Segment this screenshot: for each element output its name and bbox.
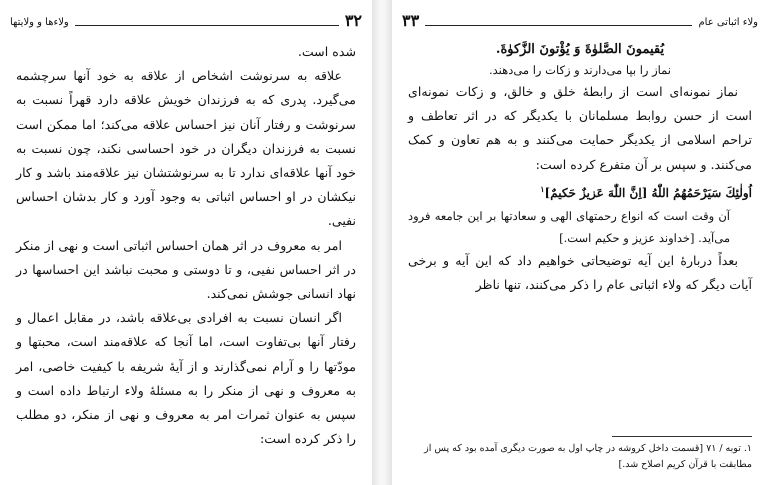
footnote-text: ١. توبه / ٧١ [قسمت داخل کروشه در چاپ اول به صورت دیگری آمده بود که پس از مطابقت با قرآن کریم اصلاح شد.]	[424, 443, 752, 470]
paragraph: اگر انسان نسبت به افرادی بی‌علاقه باشد، در مقابل اعمال و رفتار آنها بی‌تفاوت است، اما آنجا که علاقه‌مند است، محبتها و مودّتها را و آرام نمی‌گذارند و از آیهٔ شریفه با کیفیت خاصی، امر به معروف و نهی از منکر را به مسئلهٔ ولاء ارتباط داده است و سپس به عنوان ثمرات امر به معروف و نهی از منکر، دو مطلب را ذکر کرده است:	[16, 310, 356, 447]
book-spine	[372, 0, 392, 485]
quoted-verse	[408, 177, 752, 205]
right-page-number: ۳۳	[402, 11, 420, 30]
header-rule	[75, 25, 339, 26]
left-page-number: ۳۲	[344, 11, 362, 30]
quoted-verse-text: اُولٰئِكَ سَيَرْحَمُهُمُ اللّٰهُ [اِنَّ اللّٰهَ عَزيزٌ حَكيمٌ]	[544, 185, 752, 200]
footnote-rule	[612, 436, 752, 437]
right-body-text	[408, 40, 752, 297]
right-page-header	[402, 8, 758, 30]
paragraph: شده است.	[297, 44, 356, 59]
paragraph: نماز نمونه‌ای است از رابطهٔ خلق و خالق، و زکات نمونه‌ای است از حسن روابط مسلمانان با یکدیگر که در اثر تعاطف و تراحم اسلامی از یکدیگر حمایت می‌کنند و به هم تعاون و کمک می‌کنند. و سپس بر آن متفرع کرده است:	[408, 84, 752, 172]
left-body-text	[16, 40, 356, 451]
right-running-title: ولاء اثباتی عام	[698, 17, 758, 28]
right-page	[392, 0, 768, 485]
footnote-mark: ١	[540, 183, 545, 194]
verse-translation: نماز را بپا می‌دارند و زکات را می‌دهند.	[488, 63, 672, 77]
paragraph: بعداً دربارهٔ این آیه توضیحاتی خواهیم داد که این آیه و برخی آیات دیگر که ولاء اثباتی عام را ذکر می‌کنند، تنها ناظر	[408, 253, 752, 293]
quote-translation: آن وقت است که انواع رحمتهای الهی و سعادتها بر این جامعه فرود می‌آید. [خداوند عزیز و حکیم است.]	[408, 209, 730, 246]
paragraph: امر به معروف در اثر همان احساس اثباتی است و نهی از منکر در اثر احساس نفیی، و تا دوستی و محبت نباشد این احساسها در نهاد انسانی جوشش نمی‌کند.	[16, 237, 356, 302]
paragraph: علاقه به سرنوشت اشخاص از علاقه به خود آنها سرچشمه می‌گیرد. پدری که به فرزندان خویش علاقه دارد قهراً نسبت به سرنوشت و رفتار آنان نیز احساس علاقه می‌کند؛ اما ممکن است نسبت به فرزندان دیگران در خود احساسی نکند، چون نسبت به خود آنها علاقه‌ای ندارد تا به سرنوشتشان نیز علاقه‌مند باشد و کار نیکشان در او احساس اثباتی به وجود آورد و کار بدشان احساس نفیی.	[16, 68, 356, 229]
left-page	[0, 0, 372, 485]
left-page-header	[10, 8, 362, 30]
quran-verse: يُقيمونَ الصَّلوٰةَ وَ يُؤْتونَ الزَّكوٰةَ.	[495, 42, 665, 57]
footnote	[408, 436, 752, 473]
left-running-title: ولاءها و ولايتها	[10, 17, 69, 28]
header-rule	[425, 25, 692, 26]
